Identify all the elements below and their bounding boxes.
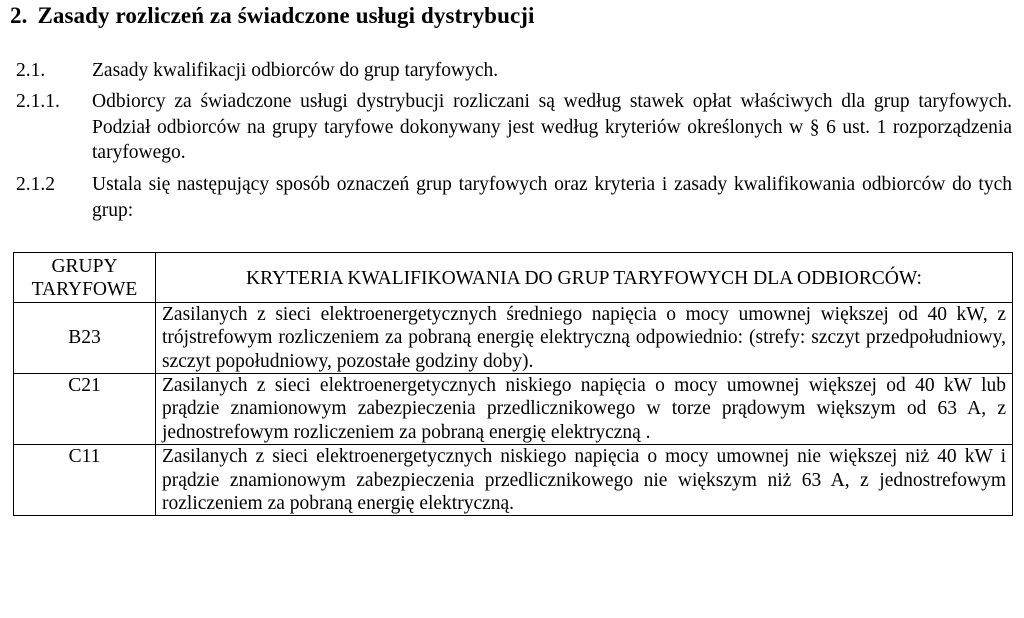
table-row xyxy=(14,302,1013,373)
tariff-groups-table xyxy=(13,252,1013,516)
tariff-group-code: B23 xyxy=(14,302,156,373)
paragraph-number: 2.1.2 xyxy=(16,174,55,195)
paragraph-2-1-2 xyxy=(16,172,1012,223)
header-groups: GRUPY TARYFOWE xyxy=(14,253,156,303)
section-number: 2. xyxy=(10,3,28,28)
paragraph-number: 2.1.1. xyxy=(16,91,60,112)
section-title: Zasady rozliczeń za świadczone usługi dystrybucji xyxy=(37,3,535,28)
tariff-group-criteria: Zasilanych z sieci elektroenergetycznych średniego napięcia o mocy umownej większej od 40 kW, z trójstrefowym rozliczeniem za pobraną energię elektryczną odpowiednio: (strefy: szczyt przedpołudniowy, szczyt popołudniowy, pozostałe godziny doby). xyxy=(156,302,1013,373)
table-header-row xyxy=(14,253,1013,303)
paragraph-text: Zasady kwalifikacji odbiorców do grup taryfowych. xyxy=(92,60,499,81)
tariff-group-criteria: Zasilanych z sieci elektroenergetycznych niskiego napięcia o mocy umownej większej od 40 kW lub prądzie znamionowym zabezpieczenia przedlicznikowego w torze prądowym większym od 63 A, z jednostrefowym rozliczeniem za pobraną energię elektryczną . xyxy=(156,374,1013,445)
paragraph-number: 2.1. xyxy=(16,60,46,81)
section-heading xyxy=(10,3,535,29)
tariff-group-code: C21 xyxy=(14,374,156,445)
paragraph-2-1 xyxy=(16,58,1012,84)
paragraph-text: Ustala się następujący sposób oznaczeń grup taryfowych oraz kryteria i zasady kwalifikowania odbiorców do tych grup: xyxy=(92,174,1012,221)
paragraph-text: Odbiorcy za świadczone usługi dystrybucji rozliczani są według stawek opłat właściwych dla grup taryfowych. Podział odbiorców na grupy taryfowe dokonywany jest według kryteriów określonych w § 6 ust. 1 rozporządzenia taryfowego. xyxy=(92,91,1012,163)
header-criteria: KRYTERIA KWALIFIKOWANIA DO GRUP TARYFOWYCH DLA ODBIORCÓW: xyxy=(156,253,1013,303)
table-row xyxy=(14,445,1013,516)
paragraph-2-1-1 xyxy=(16,89,1012,166)
tariff-group-code: C11 xyxy=(14,445,156,516)
tariff-group-criteria: Zasilanych z sieci elektroenergetycznych niskiego napięcia o mocy umownej nie większej niż 40 kW i prądzie znamionowym zabezpieczenia przedlicznikowego nie większym niż 63 A, z jednostrefowym rozliczeniem za pobraną energię elektryczną. xyxy=(156,445,1013,516)
table-row xyxy=(14,374,1013,445)
